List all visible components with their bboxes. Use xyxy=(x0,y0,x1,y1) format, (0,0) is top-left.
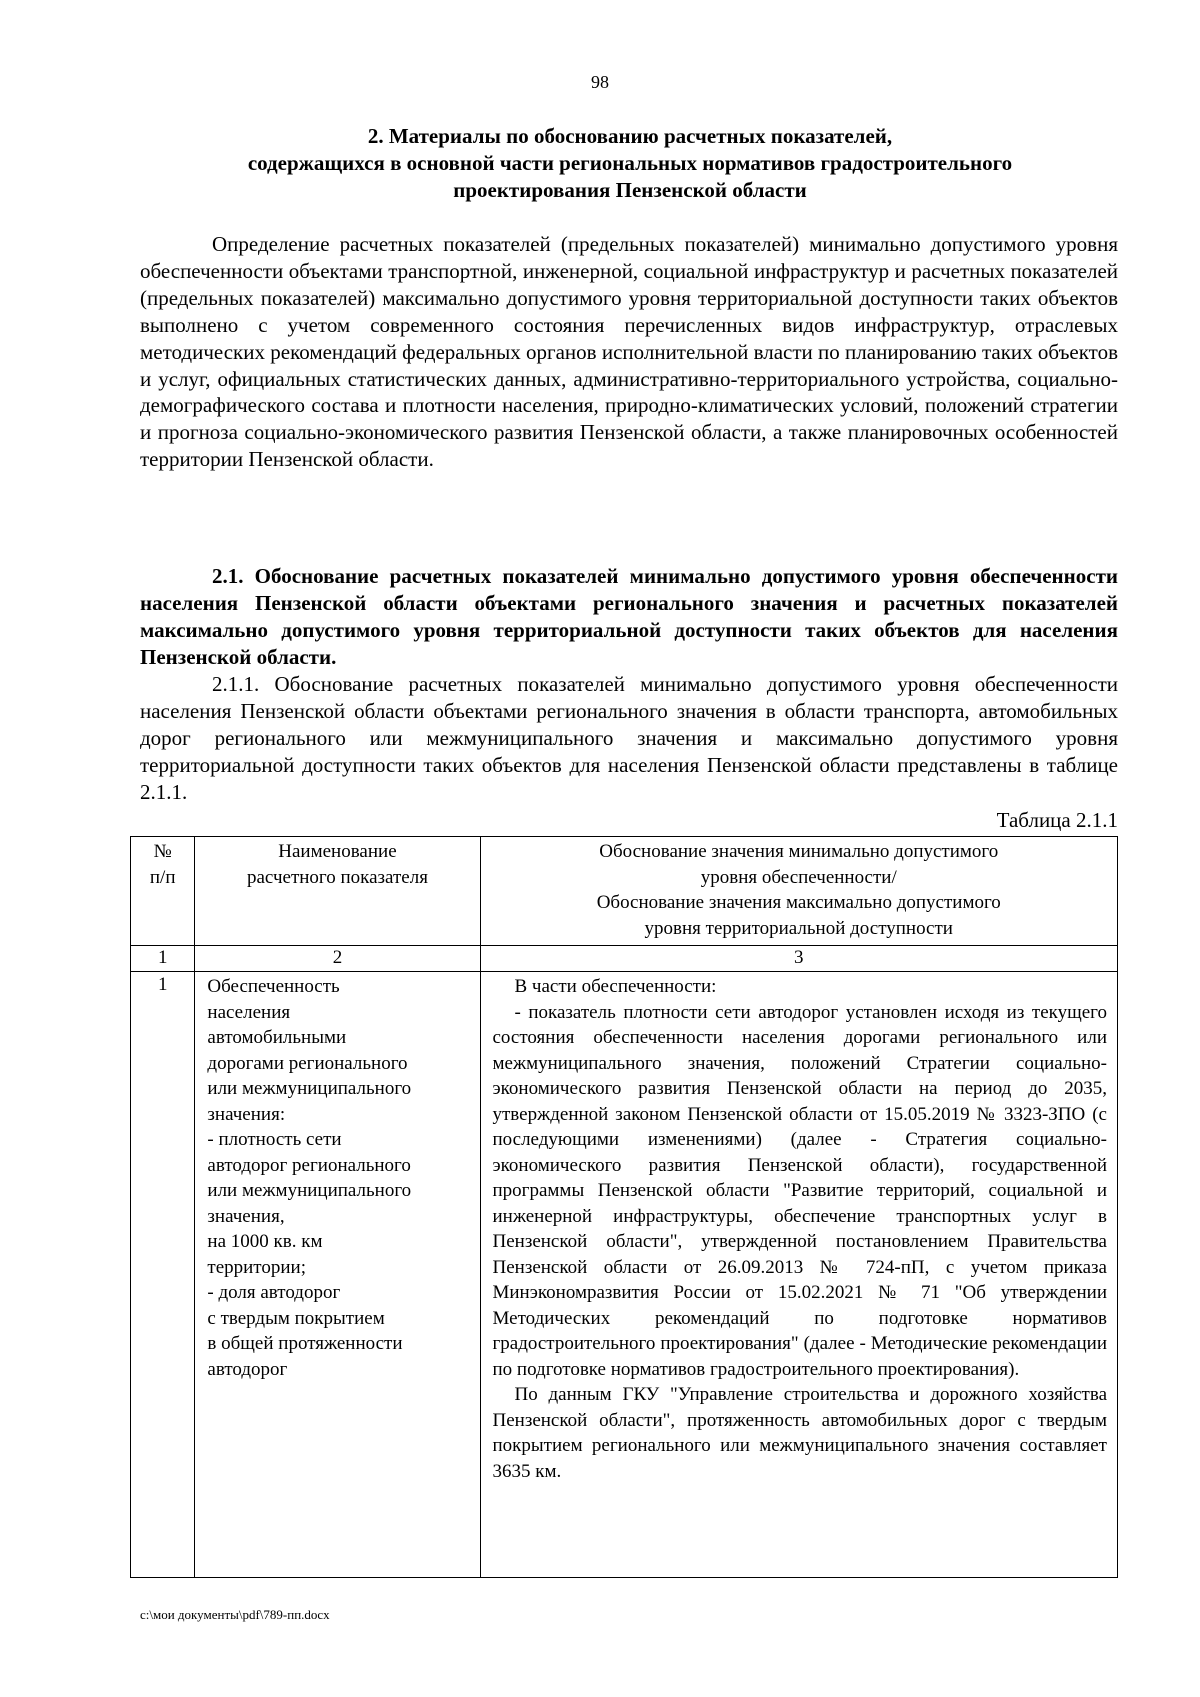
table-row xyxy=(131,972,1118,1578)
section-heading xyxy=(140,123,1120,204)
indicator-name-line: территории; xyxy=(207,1256,306,1278)
header-cell-number xyxy=(131,837,195,946)
header-name-line-1: Наименование xyxy=(278,841,397,862)
header-name-line-2: расчетного показателя xyxy=(246,866,428,888)
subsection-paragraph xyxy=(140,671,1118,806)
file-path-footer: c:\мои документы\pdf\789-пп.docx xyxy=(140,1607,330,1622)
indicator-name-line: значения: xyxy=(207,1103,286,1125)
header-justification-line-3: Обоснование значения максимально допустимого xyxy=(596,892,1001,913)
subsection-paragraph-text: 2.1.1. Обоснование расчетных показателей минимально допустимого уровня обеспеченности населения Пензенской области объектами регионального значения в области транспорта, автомобильных дорог регионального или межмуниципального значения и максимально допустимого уровня территориальной доступности таких объектов для населения Пензенской области представлены в таблице 2.1.1. xyxy=(140,672,1118,804)
column-number-cell: 3 xyxy=(480,946,1118,972)
indicator-name-line: населения xyxy=(207,1001,291,1023)
indicator-name-line: в общей протяженности xyxy=(207,1333,403,1354)
page-number: 98 xyxy=(591,72,609,92)
header-justification-line-4: уровня территориальной доступности xyxy=(644,917,953,939)
justification-paragraph: По данным ГКУ "Управление строительства и дорожного хозяйства Пензенской области", протяженность автомобильных дорог с твердым покрытием регионального или межмуниципального значения составляет 3635 км. xyxy=(492,1384,1107,1482)
heading-line-1: 2. Материалы по обоснованию расчетных показателей, xyxy=(367,124,893,148)
indicator-name-line: Обеспеченность xyxy=(207,976,340,997)
header-number-line-2: п/п xyxy=(149,866,176,888)
indicator-name-line: или межмуниципального xyxy=(207,1078,412,1099)
header-justification-line-1: Обоснование значения минимально допустимого xyxy=(599,841,999,862)
justification-paragraph: В части обеспеченности: xyxy=(514,976,717,997)
header-justification-line-2: уровня обеспеченности/ xyxy=(700,866,897,888)
table-caption: Таблица 2.1.1 xyxy=(996,808,1118,832)
indicator-name-line: значения, xyxy=(207,1205,285,1227)
intro-text: Определение расчетных показателей (предельных показателей) минимально допустимого уровня обеспеченности объектами транспортной, инженерной, социальной инфраструктур и расчетных показателей (предельных показателей) максимально допустимого уровня территориальной доступности таких объектов выполнено с учетом современного состояния перечисленных видов инфраструктур, отраслевых методических рекомендаций федеральных органов исполнительной власти по планированию таких объектов и услуг, официальных статистических данных, административно-территориального устройства, социально-демографического состава и плотности населения, природно-климатических условий, положений стратегии и прогноза социально-экономического развития Пензенской области, а также планировочных особенностей территории Пензенской области. xyxy=(140,232,1118,472)
indicator-name-line: автодорог xyxy=(207,1358,288,1380)
column-number-cell: 2 xyxy=(195,946,480,972)
header-number-line-1: № xyxy=(153,841,172,862)
heading-line-3: проектирования Пензенской области xyxy=(453,178,807,202)
indicator-name-line: на 1000 кв. км xyxy=(207,1231,323,1252)
justification-cell xyxy=(480,972,1118,1578)
column-number-cell: 1 xyxy=(131,946,195,972)
indicator-name-line: или межмуниципального xyxy=(207,1180,412,1201)
justification-paragraph: - показатель плотности сети автодорог установлен исходя из текущего состояния обеспеченности населения дорогами регионального или межмуниципального значения, положений Стратегии социально-экономического развития Пензенской области на период до 2035, утвержденной законом Пензенской области от 15.05.2019 № 3323-ЗПО (с последующими изменениями) (далее - Стратегия социально-экономического развития Пензенской области), государственной программы Пензенской области "Развитие территорий, социальной и инженерной инфраструктуры, обеспечение транспортных услуг в Пензенской области", утвержденной постановлением Правительства Пензенской области от 26.09.2013 № 724-пП, с учетом приказа Минэкономразвития России от 15.02.2021 № 71 "Об утверждении Методических рекомендаций по подготовке нормативов градостроительного проектирования" (далее - Методические рекомендации по подготовке нормативов градостроительного проектирования). xyxy=(492,1001,1107,1380)
header-cell-name xyxy=(195,837,480,946)
table-header-row xyxy=(131,837,1118,946)
heading-line-2: содержащихся в основной части региональных нормативов градостроительного xyxy=(247,151,1013,175)
indicator-name-line: автодорог регионального xyxy=(207,1154,411,1176)
indicator-name-line: с твердым покрытием xyxy=(207,1307,385,1329)
header-cell-justification xyxy=(480,837,1118,946)
indicator-name-line: автомобильными xyxy=(207,1027,347,1048)
subsection-title-text: 2.1. Обоснование расчетных показателей минимально допустимого уровня обеспеченности населения Пензенской области объектами регионального значения и расчетных показателей максимально допустимого уровня территориальной доступности таких объектов для населения Пензенской области. xyxy=(140,564,1118,669)
row-number-cell: 1 xyxy=(131,972,195,1578)
indicator-name-cell xyxy=(195,972,480,1578)
column-number-row xyxy=(131,946,1118,972)
intro-paragraph xyxy=(140,231,1118,473)
subsection-title xyxy=(140,563,1118,671)
indicator-name-line: - доля автодорог xyxy=(207,1282,341,1303)
indicator-name-line: - плотность сети xyxy=(207,1129,342,1150)
indicators-table xyxy=(130,836,1118,1578)
indicator-name-line: дорогами регионального xyxy=(207,1052,408,1074)
